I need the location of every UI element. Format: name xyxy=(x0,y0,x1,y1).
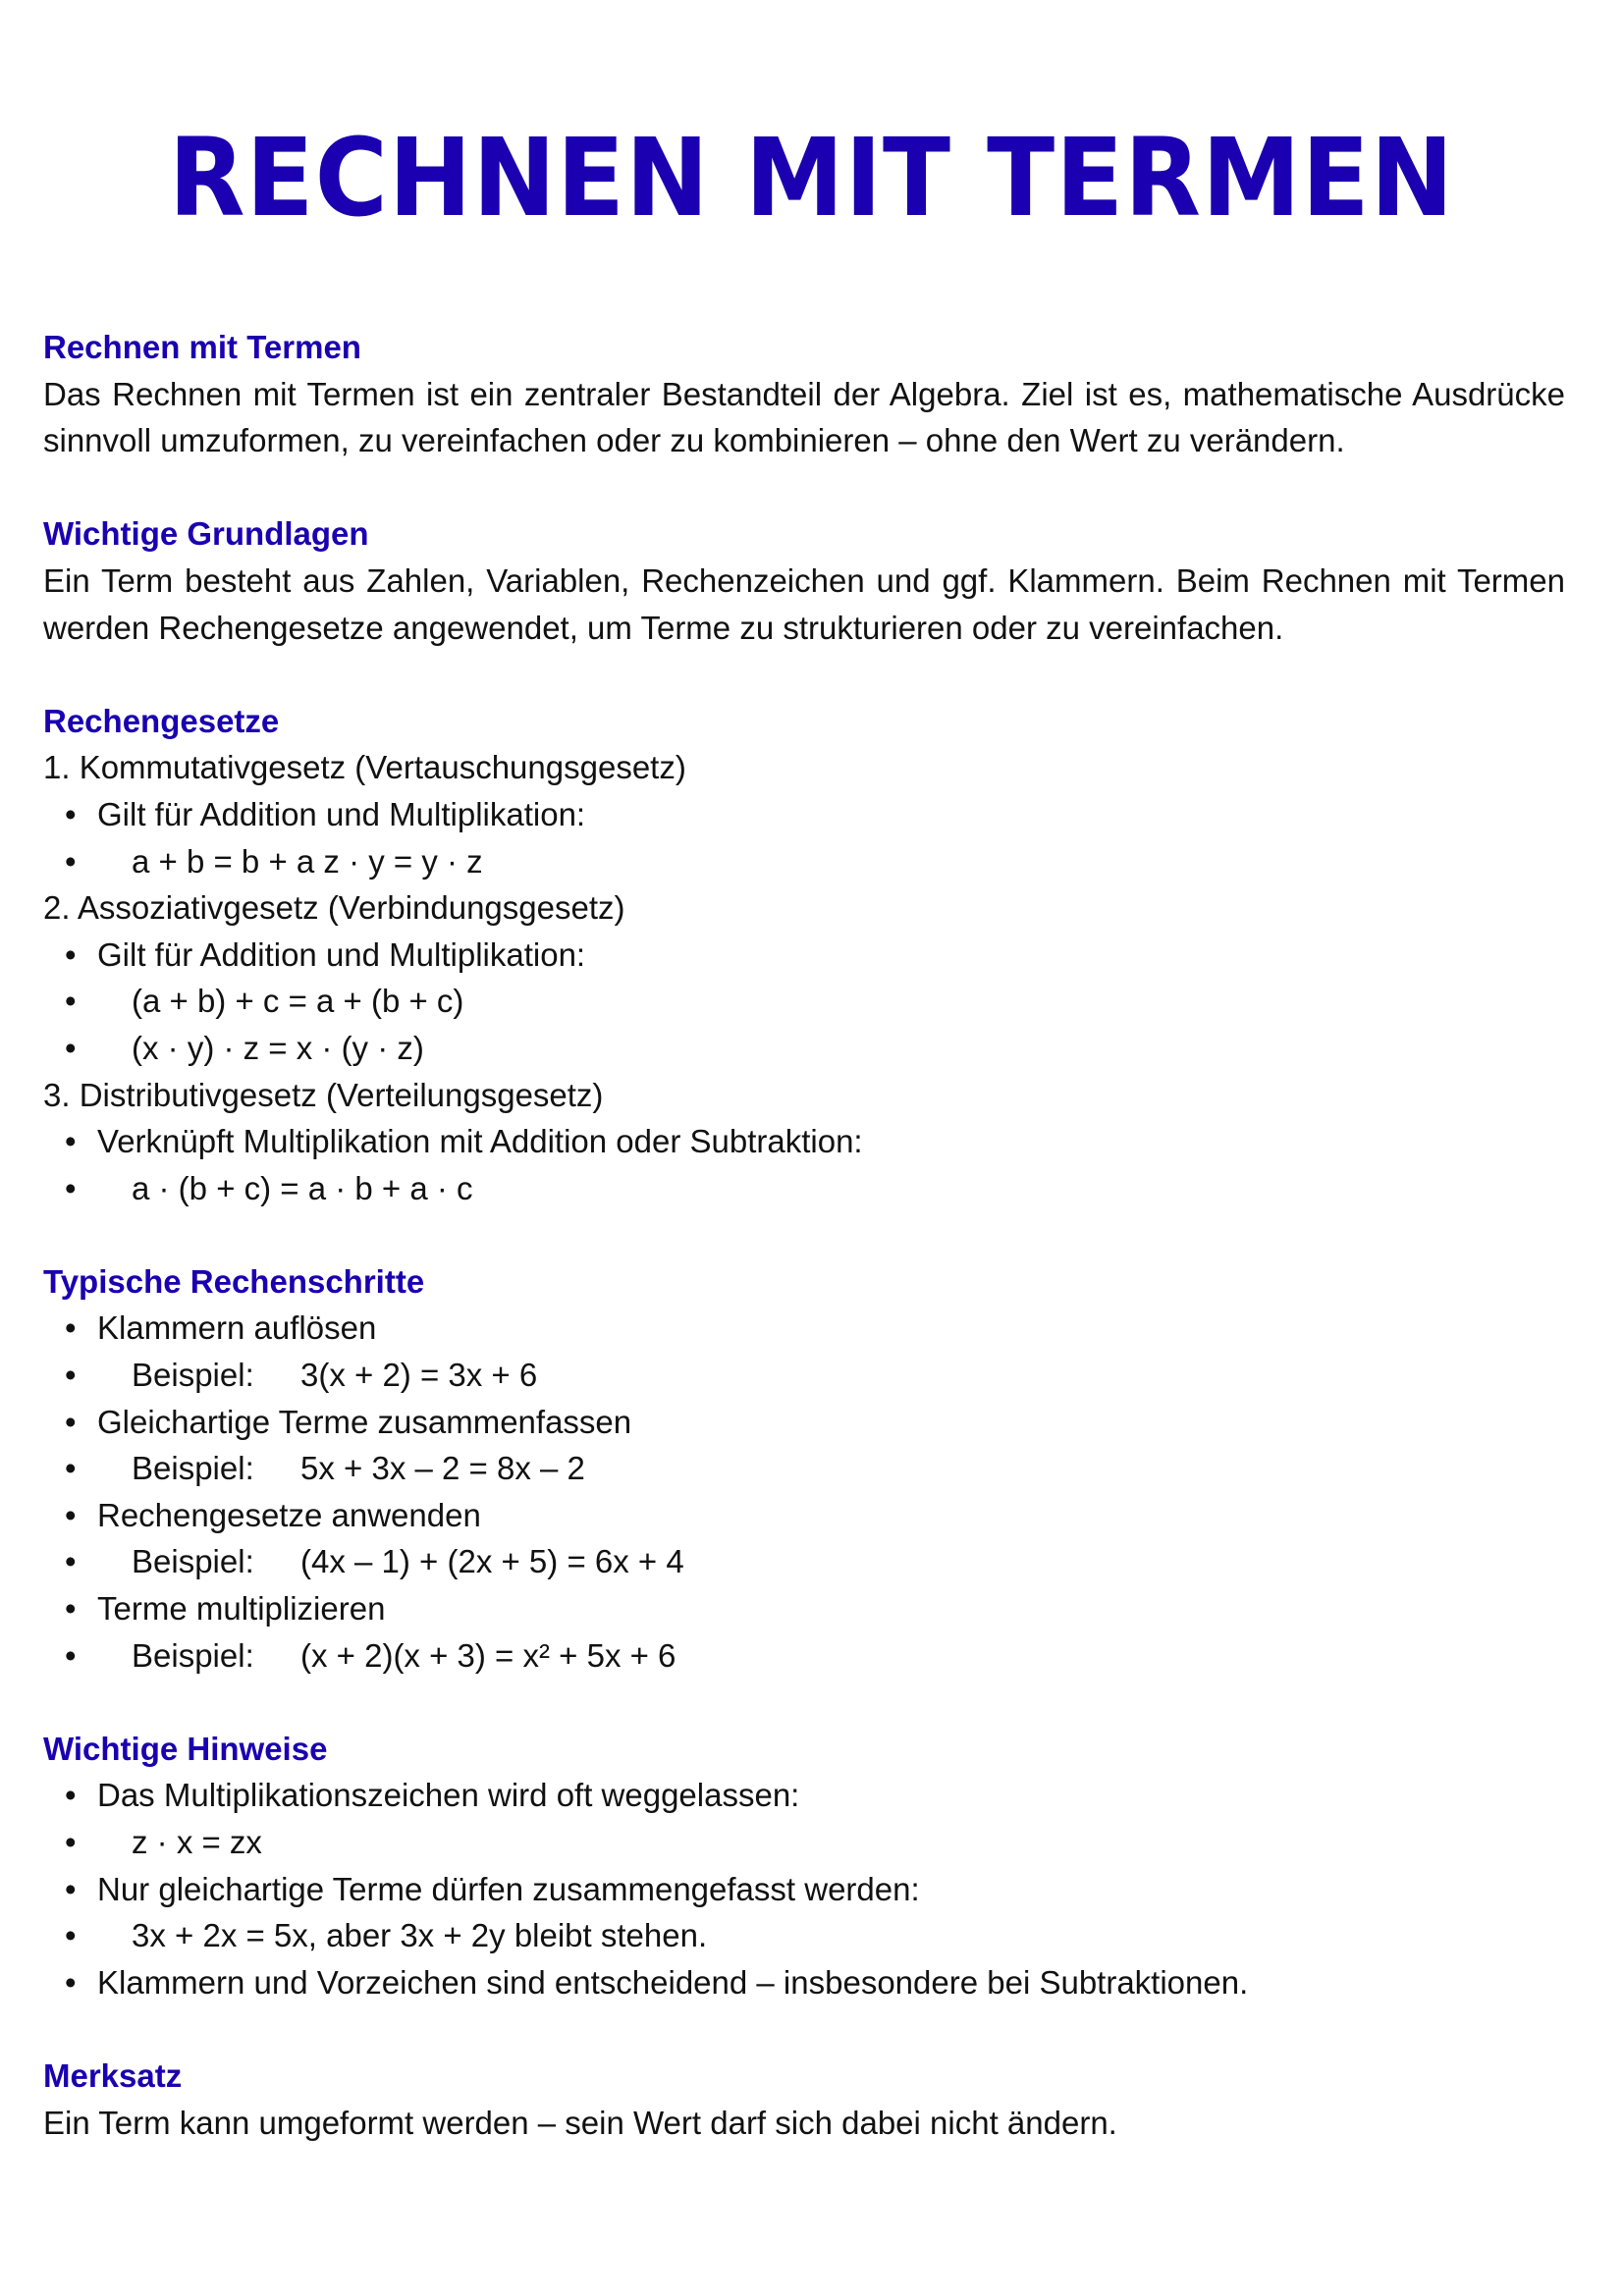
list-item: • Gilt für Addition und Multiplikation: xyxy=(43,791,1565,838)
bullet-icon: • xyxy=(65,1123,77,1160)
list-item: • Klammern und Vorzeichen sind entscheidend – insbesondere bei Subtraktionen. xyxy=(43,1959,1565,2006)
formula-item: • a · (b + c) = a · b + a · c xyxy=(43,1165,1565,1212)
list-item: • Nur gleichartige Terme dürfen zusammengefasst werden: xyxy=(43,1866,1565,1913)
law-title: 2. Assoziativgesetz (Verbindungsgesetz) xyxy=(43,889,625,927)
bullet-icon: • xyxy=(65,1636,77,1674)
document-body xyxy=(43,324,1565,2193)
section-paragraph: Ein Term kann umgeformt werden – sein Wert darf sich dabei nicht ändern. xyxy=(43,2104,1117,2141)
example-item: • Beispiel: 5x + 3x – 2 = 8x – 2 xyxy=(43,1445,1565,1492)
example-item: • Beispiel: (4x – 1) + (2x + 5) = 6x + 4 xyxy=(43,1538,1565,1585)
list-item: • Terme multiplizieren xyxy=(43,1585,1565,1632)
law-title: 3. Distributivgesetz (Verteilungsgesetz) xyxy=(43,1076,604,1113)
section-paragraph: Das Rechnen mit Termen ist ein zentraler Bestandteil der Algebra. Ziel ist es, mathematische Ausdrücke sinnvoll umzuformen, zu vereinfachen oder zu kombinieren – ohne den Wert zu verändern. xyxy=(43,375,1565,459)
section-paragraph: Ein Term besteht aus Zahlen, Variablen, Rechenzeichen und ggf. Klammern. Beim Rechnen mit Termen werden Rechengesetze angewendet, um Terme zu strukturieren oder zu vereinfachen. xyxy=(43,561,1565,646)
section-rechengesetze xyxy=(43,698,1565,1212)
section-rechenschritte xyxy=(43,1258,1565,1679)
formula-item: • a + b = b + a z · y = y · z xyxy=(43,838,1565,885)
section-heading: Wichtige Hinweise xyxy=(43,1730,328,1767)
section-heading: Wichtige Grundlagen xyxy=(43,515,369,553)
bullet-icon: • xyxy=(65,842,77,880)
document-title: RECHNEN MIT TERMEN xyxy=(168,114,1455,240)
bullet-icon: • xyxy=(65,1870,77,1907)
bullet-icon: • xyxy=(65,1824,77,1860)
list-item: • Klammern auflösen xyxy=(43,1305,1565,1352)
bullet-icon: • xyxy=(65,1917,77,1954)
bullet-icon: • xyxy=(65,1777,77,1814)
bullet-icon: • xyxy=(65,1590,77,1628)
bullet-icon: • xyxy=(65,1309,77,1347)
section-heading: Typische Rechenschritte xyxy=(43,1262,425,1300)
formula-item: • (x · y) · z = x · (y · z) xyxy=(43,1025,1565,1072)
bullet-icon: • xyxy=(65,1450,77,1487)
section-hinweise xyxy=(43,1726,1565,2006)
list-item: • Rechengesetze anwenden xyxy=(43,1492,1565,1539)
section-merksatz xyxy=(43,2053,1565,2146)
example-item: • Beispiel: 3(x + 2) = 3x + 6 xyxy=(43,1352,1565,1399)
list-item: • Verknüpft Multiplikation mit Addition oder Subtraktion: xyxy=(43,1118,1565,1165)
bullet-icon: • xyxy=(65,1029,77,1066)
list-item: • Gilt für Addition und Multiplikation: xyxy=(43,932,1565,979)
formula-item: • 3x + 2x = 5x, aber 3x + 2y bleibt stehen. xyxy=(43,1912,1565,1959)
bullet-icon: • xyxy=(65,1403,77,1440)
bullet-icon: • xyxy=(65,1963,77,2001)
list-item: • Das Multiplikationszeichen wird oft weggelassen: xyxy=(43,1772,1565,1819)
example-item: • Beispiel: (x + 2)(x + 3) = x² + 5x + 6 xyxy=(43,1632,1565,1680)
section-heading: Merksatz xyxy=(43,2056,183,2094)
list-item: • Gleichartige Terme zusammenfassen xyxy=(43,1399,1565,1446)
formula-item: • (a + b) + c = a + (b + c) xyxy=(43,978,1565,1025)
bullet-icon: • xyxy=(65,795,77,832)
formula-item: • z · x = zx xyxy=(43,1819,1565,1866)
section-heading: Rechnen mit Termen xyxy=(43,329,361,365)
section-heading: Rechengesetze xyxy=(43,702,280,739)
section-grundlagen xyxy=(43,510,1565,651)
bullet-icon: • xyxy=(65,1357,77,1394)
bullet-icon: • xyxy=(65,1543,77,1580)
bullet-icon: • xyxy=(65,1169,77,1206)
bullet-icon: • xyxy=(65,1496,77,1533)
law-title: 1. Kommutativgesetz (Vertauschungsgesetz) xyxy=(43,749,686,786)
bullet-icon: • xyxy=(65,935,77,973)
bullet-icon: • xyxy=(65,983,77,1020)
section-intro xyxy=(43,324,1565,464)
